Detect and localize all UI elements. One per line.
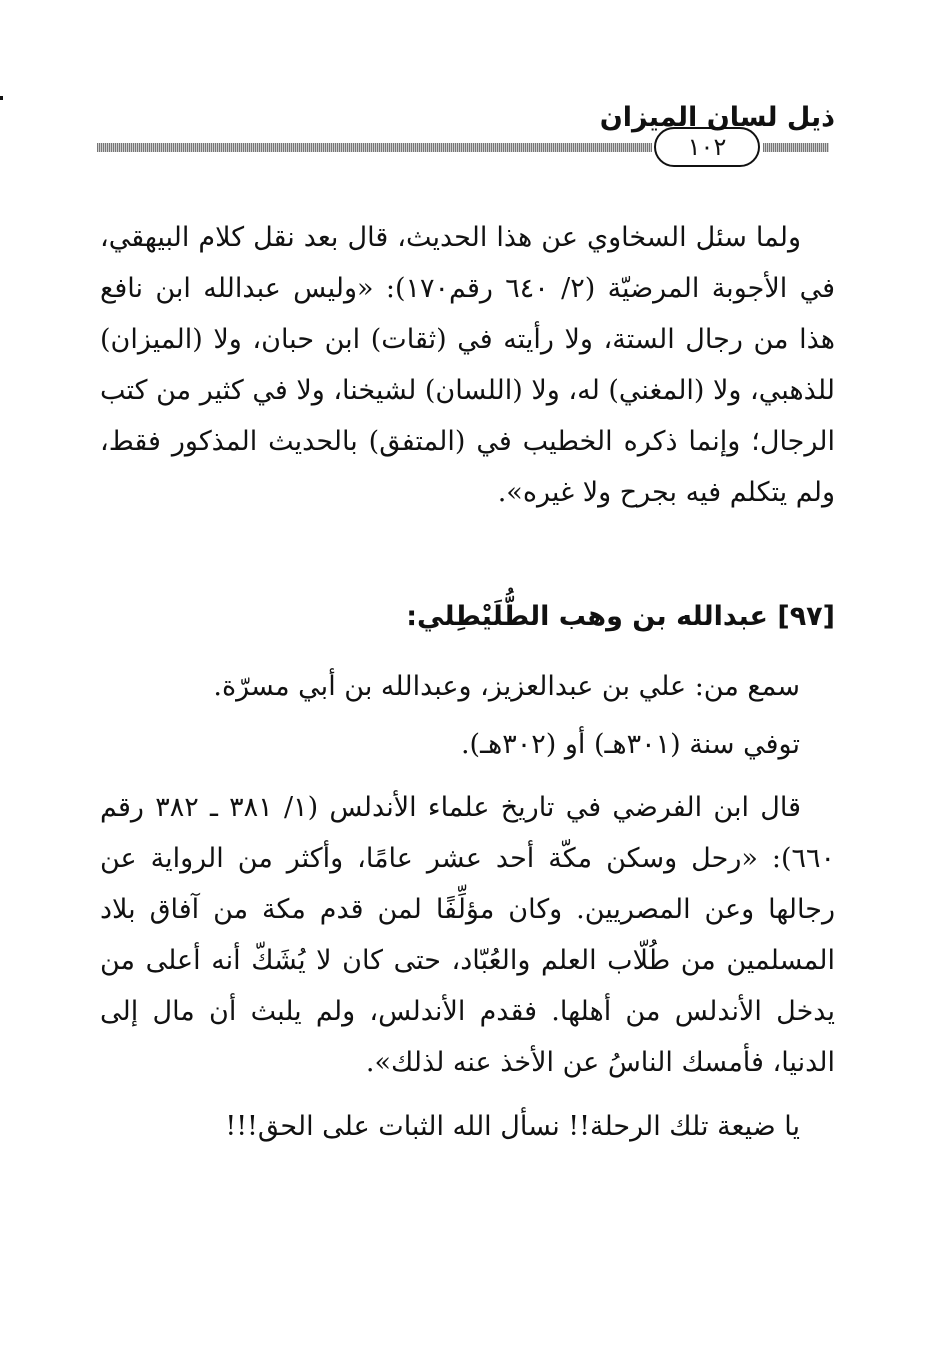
- entry-death-year: توفي سنة (٣٠١هـ) أو (٣٠٢هـ).: [460, 729, 800, 760]
- header-rule-right: [97, 143, 652, 152]
- closing-remark: يا ضيعة تلك الرحلة!! نسأل الله الثبات على الحق!!!: [225, 1111, 800, 1142]
- entry-heard-from: سمع من: علي بن عبدالعزيز، وعبدالله بن أبي مسرّة.: [213, 671, 800, 702]
- page-number: ١٠٢: [654, 127, 760, 167]
- header-rule-left: [763, 143, 829, 152]
- running-title: ذيل لسان الميزان: [599, 102, 835, 133]
- entry-heading: [٩٧] عبدالله بن وهب الطُّلَيْطِلي:: [406, 601, 835, 632]
- scan-mark: [0, 96, 3, 100]
- paragraph-ibn-faradi-quote: قال ابن الفرضي في تاريخ علماء الأندلس (١/ ٣٨١ ـ ٣٨٢ رقم ٦٦٠): «رحل وسكن مكّة أحد عشر عامًا، وأكثر من الرواية عن رجالها وعن المصريين. وكان مؤلِّفًا لمن قدم مكة من آفاق بلاد المسلمين من طُلّاب العلم والعُبّاد، حتى كان لا يُشَكّ أنه أعلى من يدخل الأندلس من أهلها. فقدم الأندلس، ولم يلبث أن مال إلى الدنيا، فأمسك الناسُ عن الأخذ عنه لذلك».: [100, 792, 835, 1078]
- paragraph-sakhawi-quote: ولما سئل السخاوي عن هذا الحديث، قال بعد نقل كلام البيهقي، في الأجوبة المرضيّة (٢/ ٦٤٠ رقم١٧٠): «وليس عبدالله ابن نافع هذا من رجال الستة، ولا رأيته في (ثقات) ابن حبان، ولا (الميزان) للذهبي، ولا (المغني) له، ولا (اللسان) لشيخنا، ولا في كثير من كتب الرجال؛ وإنما ذكره الخطيب في (المتفق) بالحديث المذكور فقط، ولم يتكلم فيه بجرح ولا غيره».: [100, 222, 835, 508]
